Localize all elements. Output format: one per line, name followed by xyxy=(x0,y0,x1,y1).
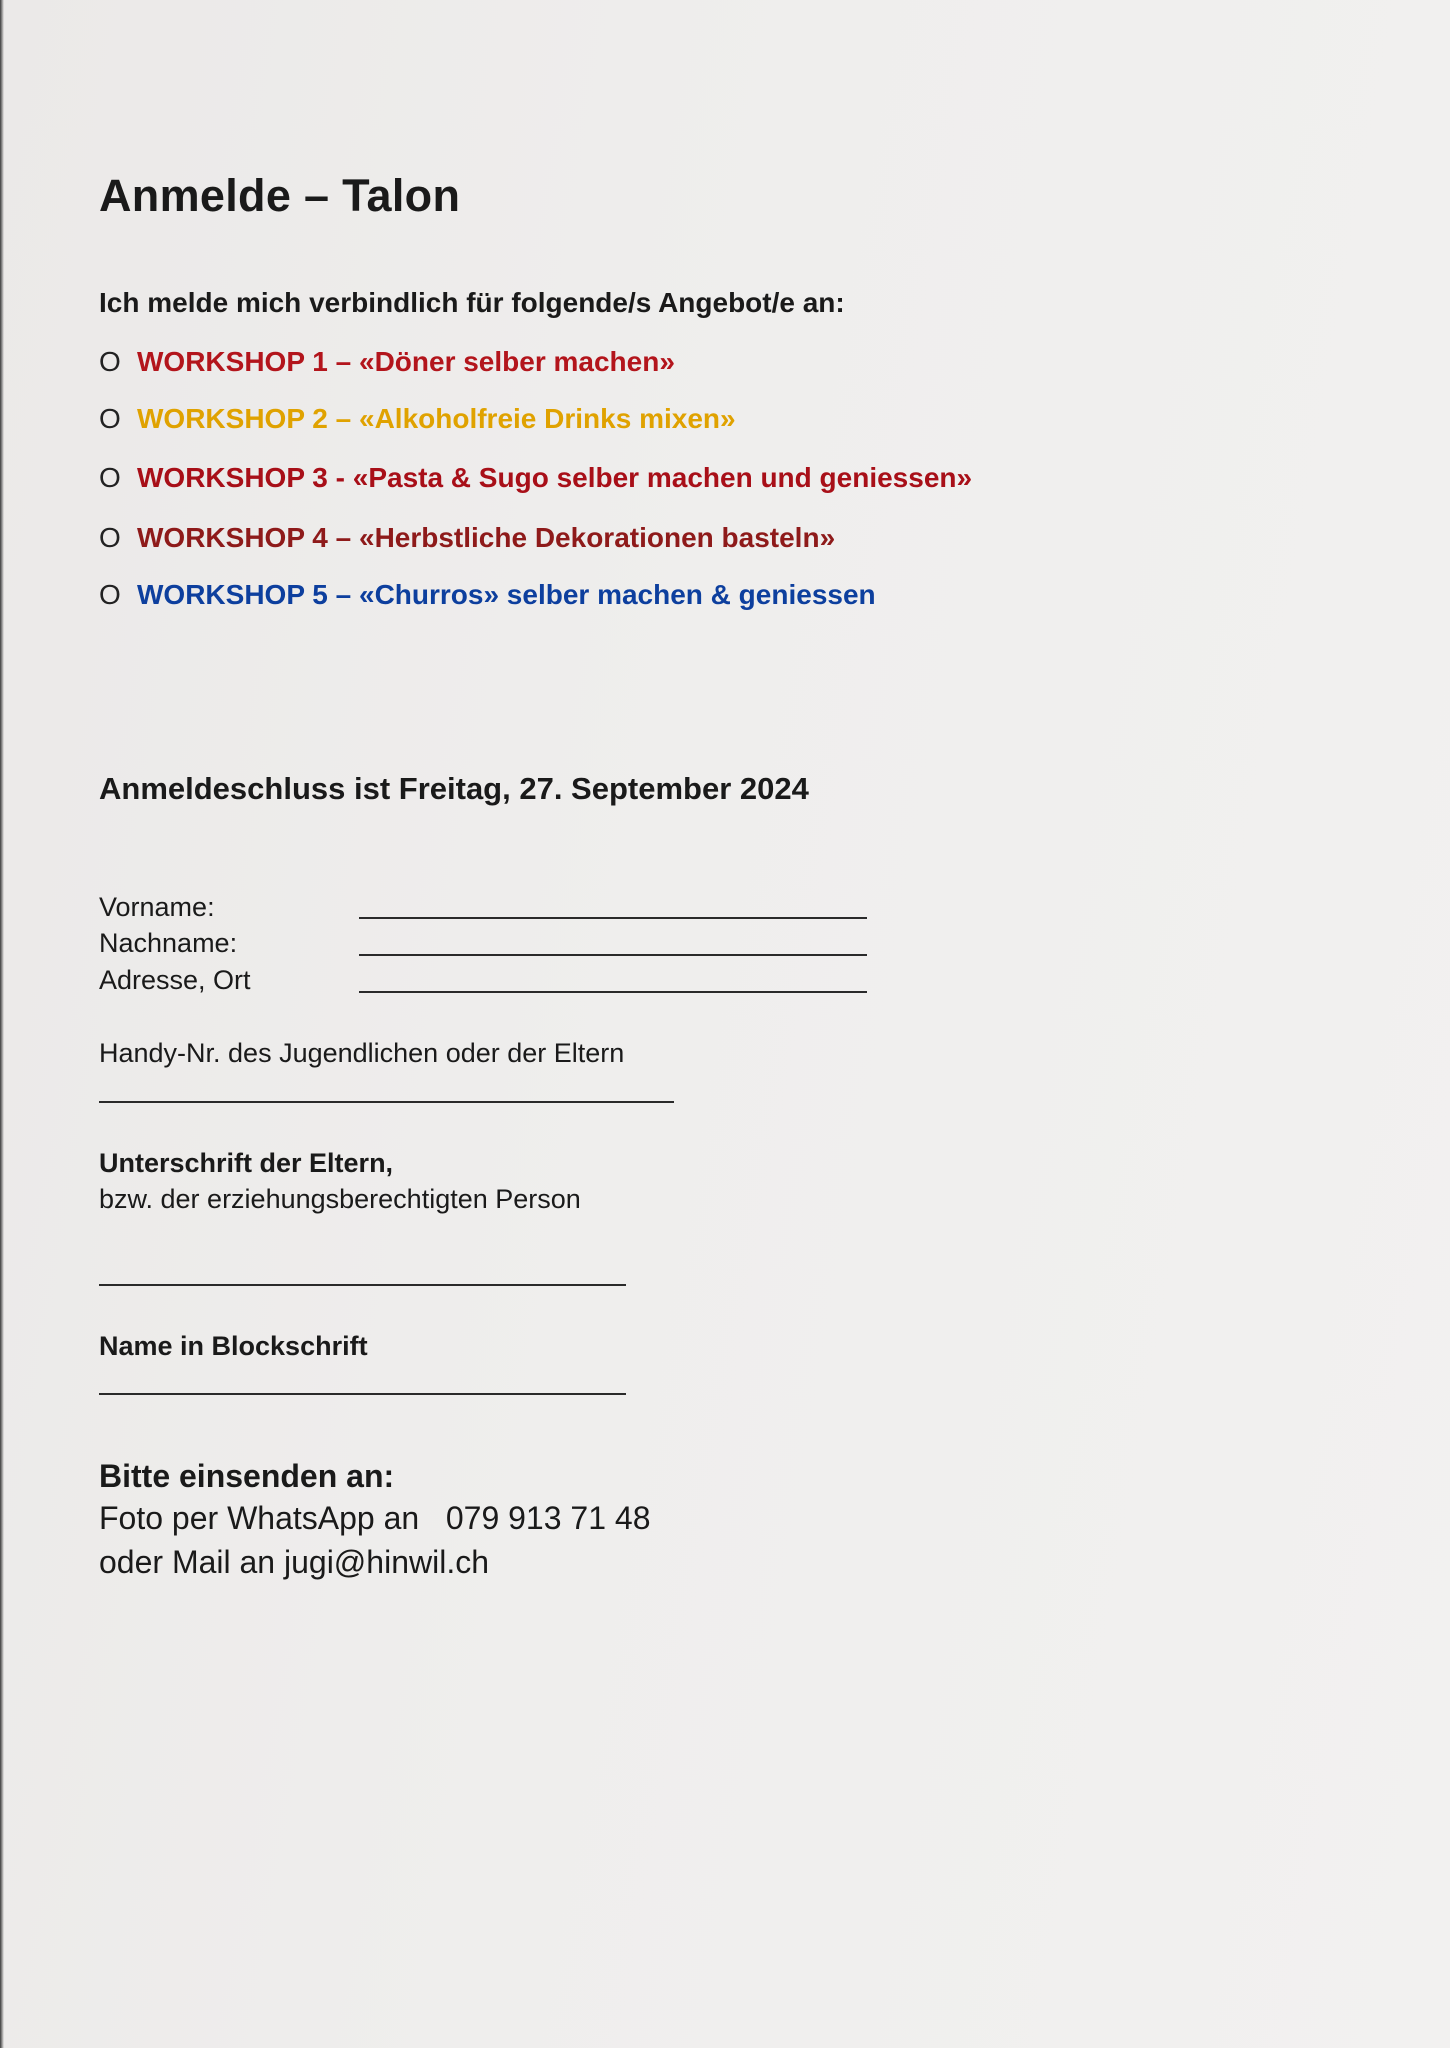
workshop-title: – «Herbstliche Dekorationen basteln» xyxy=(327,522,836,553)
workshop-option-5[interactable] xyxy=(99,579,876,611)
workshop-code: WORKSHOP 5 xyxy=(137,579,328,610)
workshop-title: – «Alkoholfreie Drinks mixen» xyxy=(327,403,736,434)
workshop-option-4[interactable] xyxy=(99,522,835,554)
workshop-code: WORKSHOP 3 xyxy=(137,462,328,493)
first-name-field[interactable] xyxy=(359,917,867,919)
checkbox-circle[interactable]: O xyxy=(99,346,121,377)
send-title: Bitte einsenden an: xyxy=(99,1458,395,1494)
workshop-code: WORKSHOP 4 xyxy=(137,522,328,553)
intro-text: Ich melde mich verbindlich für folgende/s Angebot/e an: xyxy=(99,287,845,318)
last-name-field[interactable] xyxy=(359,954,867,956)
first-name-label: Vorname: xyxy=(99,892,215,922)
block-name-field[interactable] xyxy=(99,1393,626,1395)
workshop-title: – «Churros» selber machen & geniessen xyxy=(327,579,876,610)
paper-edge-shadow xyxy=(0,0,4,2048)
signature-label: Unterschrift der Eltern, xyxy=(99,1148,394,1178)
block-name-label: Name in Blockschrift xyxy=(99,1331,368,1361)
checkbox-circle[interactable]: O xyxy=(99,462,121,493)
workshop-option-1[interactable] xyxy=(99,346,675,378)
signature-sublabel: bzw. der erziehungsberechtigten Person xyxy=(99,1184,581,1214)
form-title: Anmelde – Talon xyxy=(99,170,461,221)
whatsapp-info: Foto per WhatsApp an 079 913 71 48 xyxy=(99,1500,651,1536)
workshop-code: WORKSHOP 1 xyxy=(137,346,328,377)
workshop-title: – «Döner selber machen» xyxy=(327,346,675,377)
deadline-text: Anmeldeschluss ist Freitag, 27. September 2024 xyxy=(99,771,809,806)
address-field[interactable] xyxy=(359,991,867,993)
phone-field[interactable] xyxy=(99,1101,674,1103)
workshop-title: - «Pasta & Sugo selber machen und geniessen» xyxy=(327,462,973,493)
last-name-label: Nachname: xyxy=(99,928,238,958)
signature-field[interactable] xyxy=(99,1284,626,1286)
mail-info: oder Mail an jugi@hinwil.ch xyxy=(99,1544,489,1580)
phone-label: Handy-Nr. des Jugendlichen oder der Eltern xyxy=(99,1038,625,1068)
checkbox-circle[interactable]: O xyxy=(99,403,121,434)
workshop-option-2[interactable] xyxy=(99,403,736,435)
workshop-option-3[interactable] xyxy=(99,462,972,494)
address-label: Adresse, Ort xyxy=(99,965,251,995)
checkbox-circle[interactable]: O xyxy=(99,522,121,553)
checkbox-circle[interactable]: O xyxy=(99,579,121,610)
workshop-code: WORKSHOP 2 xyxy=(137,403,328,434)
